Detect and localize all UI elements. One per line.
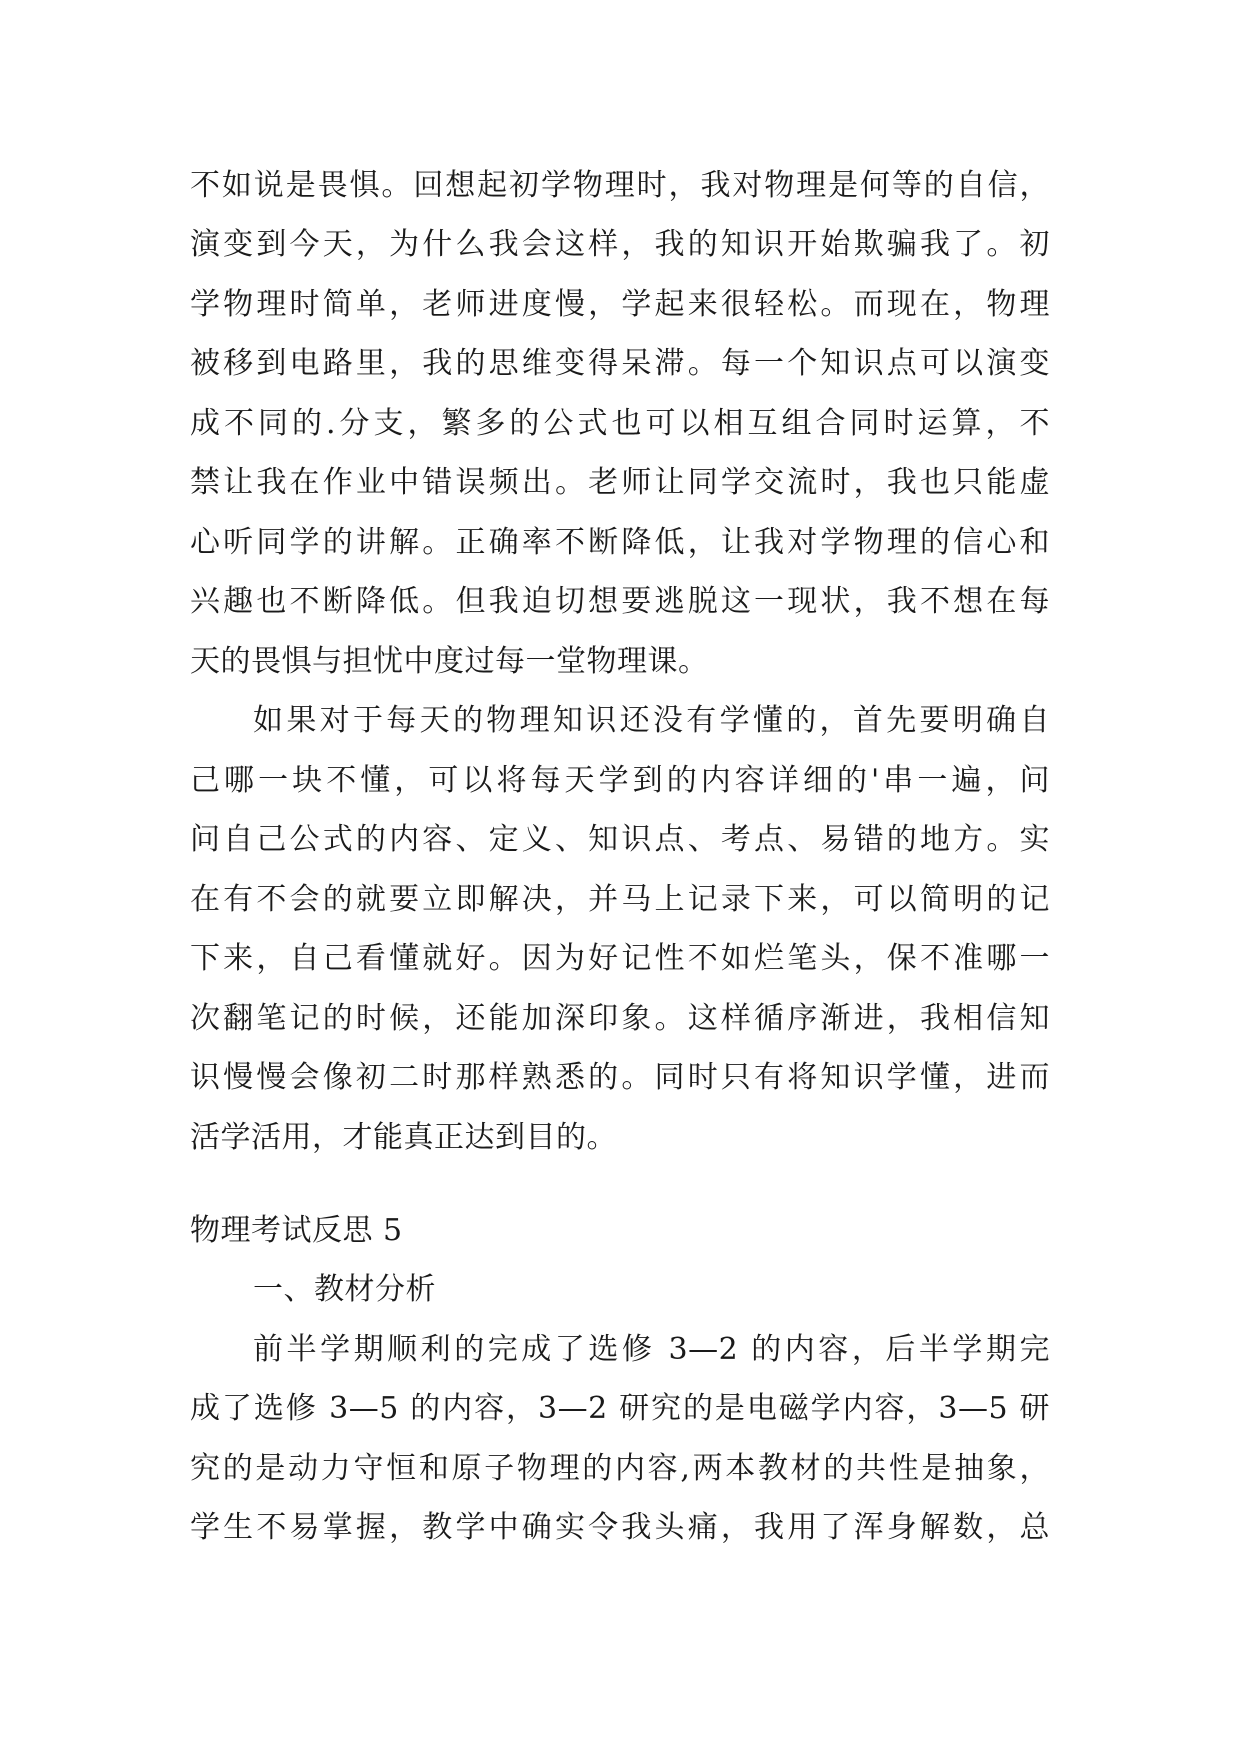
paragraph3-line-4: 学生不易掌握，教学中确实令我头痛，我用了浑身解数，总 (190, 1510, 1050, 1545)
paragraph1-line-3: 学物理时简单，老师进度慢，学起来很轻松。而现在，物理 (190, 287, 1050, 322)
paragraph1-line-6: 禁让我在作业中错误频出。老师让同学交流时，我也只能虚 (190, 465, 1050, 500)
paragraph2-line-8: 活学活用，才能真正达到目的。 (190, 1120, 617, 1155)
paragraph2-line-7: 识慢慢会像初二时那样熟悉的。同时只有将知识学懂，进而 (190, 1060, 1050, 1095)
paragraph2-line-4: 在有不会的就要立即解决，并马上记录下来，可以简明的记 (190, 882, 1050, 917)
paragraph1-line-9: 天的畏惧与担忧中度过每一堂物理课。 (190, 644, 709, 679)
paragraph2-line-1: 如果对于每天的物理知识还没有学懂的，首先要明确自 (253, 703, 1050, 738)
paragraph1-line-7: 心听同学的讲解。正确率不断降低，让我对学物理的信心和 (190, 525, 1050, 560)
paragraph3-line-2: 成了选修 3—5 的内容，3—2 研究的是电磁学内容，3—5 研 (190, 1391, 1050, 1426)
section-title: 物理考试反思 5 (190, 1213, 403, 1248)
paragraph1-line-1: 不如说是畏惧。回想起初学物理时，我对物理是何等的自信， (190, 168, 1050, 203)
paragraph2-line-2: 己哪一块不懂，可以将每天学到的内容详细的'串一遍，问 (190, 763, 1050, 798)
paragraph1-line-4: 被移到电路里，我的思维变得呆滞。每一个知识点可以演变 (190, 346, 1050, 381)
paragraph1-line-2: 演变到今天，为什么我会这样，我的知识开始欺骗我了。初 (190, 227, 1050, 262)
paragraph1-line-8: 兴趣也不断降低。但我迫切想要逃脱这一现状，我不想在每 (190, 584, 1050, 619)
subsection-title: 一、教材分析 (253, 1272, 436, 1307)
paragraph2-line-3: 问自己公式的内容、定义、知识点、考点、易错的地方。实 (190, 822, 1050, 857)
paragraph2-line-6: 次翻笔记的时候，还能加深印象。这样循序渐进，我相信知 (190, 1001, 1050, 1036)
paragraph3-line-1: 前半学期顺利的完成了选修 3—2 的内容，后半学期完 (253, 1332, 1050, 1367)
paragraph1-line-5: 成不同的.分支，繁多的公式也可以相互组合同时运算，不 (190, 406, 1050, 441)
paragraph2-line-5: 下来，自己看懂就好。因为好记性不如烂笔头，保不准哪一 (190, 941, 1050, 976)
paragraph3-line-3: 究的是动力守恒和原子物理的内容,两本教材的共性是抽象， (190, 1451, 1050, 1486)
